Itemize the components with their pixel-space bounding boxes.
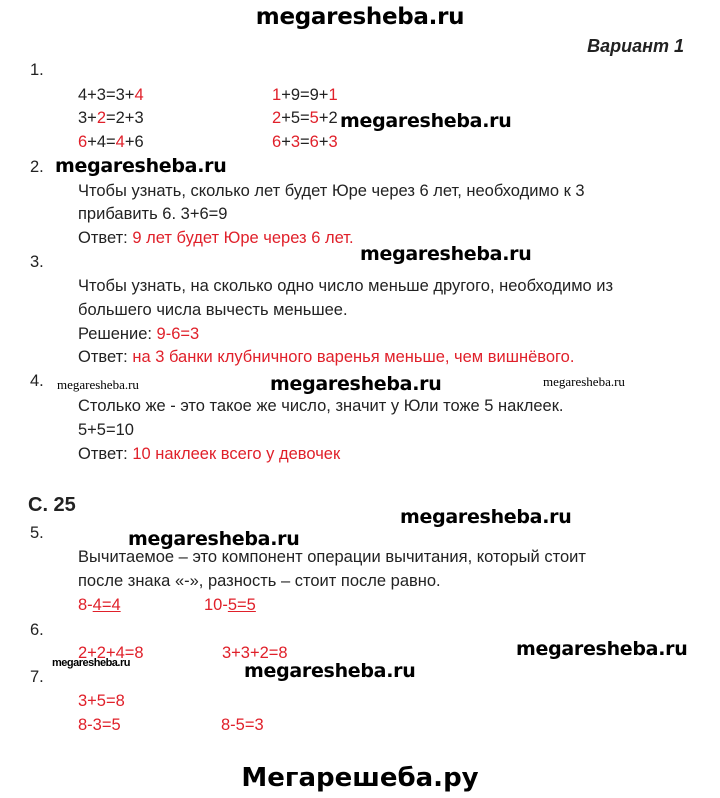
equation-part: 2	[272, 109, 282, 127]
answer-text: на 3 банки клубничного варенья меньше, чем вишнёвого.	[132, 348, 575, 366]
task-4-text: 5+5=10	[78, 421, 134, 439]
equation-part: 3+5=8	[78, 692, 125, 710]
equation-part: 4+3=3+	[78, 86, 135, 104]
task-2-text: Чтобы узнать, сколько лет будет Юре через 6 лет, необходимо к 3	[78, 182, 585, 200]
watermark: megaresheba.ru	[55, 155, 227, 177]
equation	[78, 110, 144, 127]
answer-text: 10 наклеек всего у девочек	[132, 445, 341, 463]
equation-part: 10-	[204, 596, 228, 614]
task-4-number: 4.	[30, 372, 44, 390]
solution-text: 9-6=3	[156, 325, 200, 343]
task-3-number: 3.	[30, 253, 44, 271]
task-5-text: после знака «-», разность – стоит после равно.	[78, 572, 441, 590]
page-number: С. 25	[28, 494, 76, 516]
equation	[78, 717, 121, 734]
answer-label: Ответ:	[78, 229, 133, 247]
task-3-solution	[78, 326, 199, 343]
equation	[78, 597, 121, 614]
footer-watermark: Мегарешеба.ру	[241, 763, 479, 793]
task-3-text: большего числа вычесть меньшее.	[78, 301, 348, 319]
task-2-answer	[78, 230, 354, 247]
equation-part: 2+2+4=8	[78, 644, 144, 662]
equation-part: 2	[96, 109, 106, 127]
equation-part: 6	[309, 133, 319, 151]
answer-text: 9 лет будет Юре через 6 лет.	[132, 229, 354, 247]
equation-part: +5=	[281, 109, 310, 127]
equation	[272, 87, 338, 104]
task-6-number: 6.	[30, 621, 44, 639]
equation-part: +	[318, 133, 329, 151]
watermark: megaresheba.ru	[270, 373, 442, 395]
equation-part: 1	[272, 86, 282, 104]
equation-part: 1	[328, 86, 338, 104]
answer-label: Ответ:	[78, 348, 133, 366]
equation-part: +9=9+	[281, 86, 329, 104]
task-2-number: 2.	[30, 158, 44, 176]
watermark: megaresheba.ru	[543, 374, 625, 389]
equation-part: 5	[309, 109, 319, 127]
variant-title: Вариант 1	[587, 36, 684, 56]
equation-part: 6	[78, 133, 88, 151]
watermark: megaresheba.ru	[52, 657, 130, 669]
equation-part: 3	[290, 133, 301, 151]
task-1-number: 1.	[30, 61, 44, 79]
equation	[272, 110, 338, 127]
equation-part: 3+3+2=8	[222, 644, 288, 662]
equation-part: 3+	[78, 109, 97, 127]
watermark: megaresheba.ru	[360, 243, 532, 265]
solution-label: Решение:	[78, 325, 157, 343]
watermark: megaresheba.ru	[128, 528, 300, 550]
equation-part: 8-3=5	[78, 716, 121, 734]
equation	[204, 597, 256, 614]
equation-part: 6	[272, 133, 282, 151]
task-2-text: прибавить 6. 3+6=9	[78, 205, 228, 223]
equation-part: =	[300, 133, 310, 151]
task-5-number: 5.	[30, 524, 44, 542]
equation-part: 3	[328, 133, 338, 151]
watermark: megaresheba.ru	[340, 110, 512, 132]
watermark: megaresheba.ru	[57, 377, 139, 392]
equation-part: 4=4	[92, 596, 121, 614]
equation-part: 5=5	[227, 596, 256, 614]
watermark: megaresheba.ru	[244, 660, 416, 682]
equation	[78, 87, 144, 104]
task-4-text: Столько же - это такое же число, значит у Юли тоже 5 наклеек.	[78, 397, 564, 415]
task-3-answer	[78, 349, 574, 366]
equation-part: +	[281, 133, 291, 151]
equation	[78, 693, 125, 710]
equation-part: 8-	[78, 596, 93, 614]
task-5-text: Вычитаемое – это компонент операции вычитания, который стоит	[78, 548, 586, 566]
equation-part: 4	[134, 86, 144, 104]
equation-part: =2+3	[106, 109, 144, 127]
equation-part: 8-5=3	[221, 716, 264, 734]
task-7-number: 7.	[30, 668, 44, 686]
equation-part: +4=	[87, 133, 116, 151]
watermark: megaresheba.ru	[400, 506, 572, 528]
equation	[272, 134, 338, 151]
task-4-answer	[78, 446, 340, 463]
task-3-text: Чтобы узнать, на сколько одно число меньше другого, необходимо из	[78, 277, 614, 295]
equation-part: +6	[124, 133, 144, 151]
equation-part: 4	[115, 133, 125, 151]
header-watermark: megaresheba.ru	[255, 4, 465, 30]
equation-part: +2	[318, 109, 338, 127]
equation	[78, 134, 144, 151]
watermark: megaresheba.ru	[516, 638, 688, 660]
answer-label: Ответ:	[78, 445, 133, 463]
equation	[221, 717, 264, 734]
